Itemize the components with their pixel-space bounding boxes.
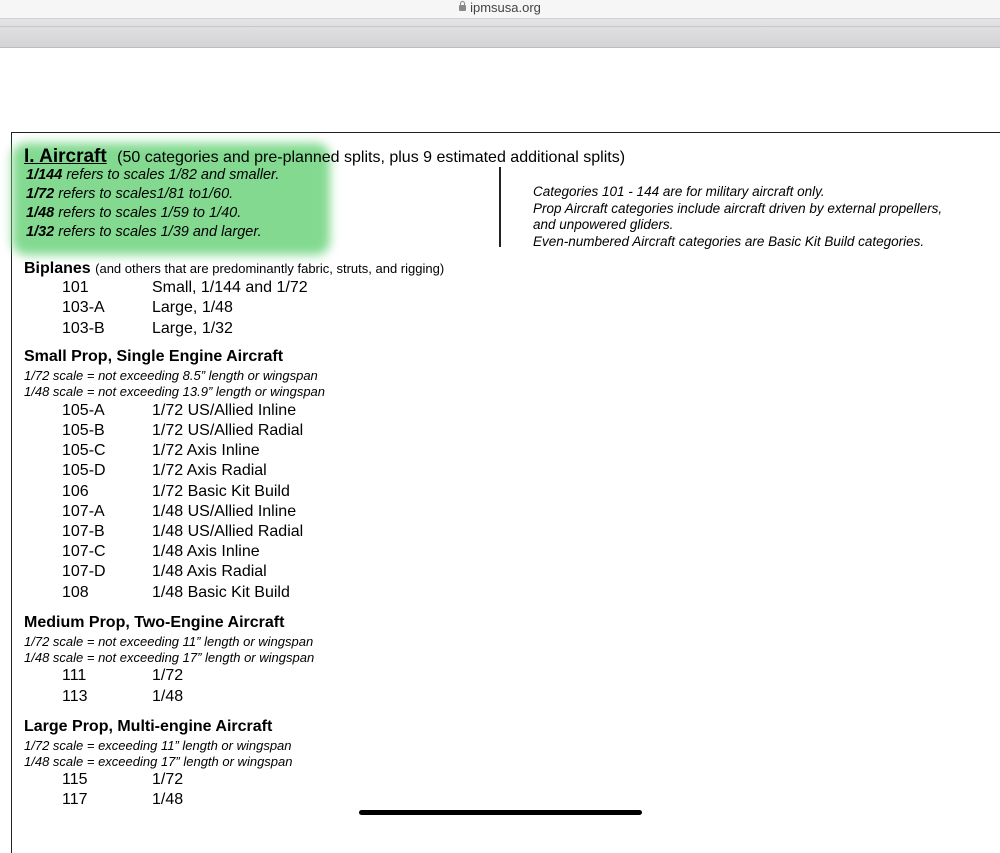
- category-desc: 1/48: [152, 688, 184, 705]
- category-number: 103-B: [62, 320, 105, 337]
- category-desc: 1/48 US/Allied Radial: [152, 523, 304, 540]
- category-number: 107-B: [62, 523, 105, 540]
- category-number: 115: [62, 771, 88, 788]
- size-limit: 1/48 scale = not exceeding 17” length or wingspan: [24, 650, 315, 665]
- small-prop-heading: Small Prop, Single Engine Aircraft: [24, 348, 284, 365]
- scale-line: 1/144 refers to scales 1/82 and smaller.: [26, 167, 280, 183]
- category-desc: 1/48: [152, 791, 184, 808]
- category-number: 117: [62, 791, 88, 808]
- category-number: 103-A: [62, 299, 105, 316]
- home-indicator[interactable]: [359, 810, 642, 815]
- note-line: Even-numbered Aircraft categories are Basic Kit Build categories.: [533, 233, 925, 249]
- category-number: 111: [62, 667, 87, 684]
- category-desc: Small, 1/144 and 1/72: [152, 279, 308, 296]
- category-desc: Large, 1/32: [152, 320, 233, 337]
- category-number: 101: [62, 279, 89, 296]
- column-divider: [499, 167, 501, 247]
- note-line: Categories 101 - 144 are for military aircraft only.: [533, 184, 825, 199]
- size-limit: 1/48 scale = not exceeding 13.9” length or wingspan: [24, 384, 326, 399]
- category-number: 113: [62, 688, 88, 705]
- category-desc: 1/72: [152, 667, 184, 684]
- heading-subtitle: (50 categories and pre-planned splits, plus 9 estimated additional splits): [117, 149, 626, 166]
- note-line: and unpowered gliders.: [533, 217, 674, 232]
- category-desc: 1/72 Axis Inline: [152, 442, 260, 459]
- size-limit: 1/72 scale = exceeding 11” length or wingspan: [24, 738, 292, 753]
- category-desc: 1/48 Basic Kit Build: [152, 584, 290, 601]
- scale-line: 1/32 refers to scales 1/39 and larger.: [26, 224, 262, 240]
- category-number: 105-B: [62, 422, 105, 439]
- category-desc: 1/72: [152, 771, 184, 788]
- category-number: 106: [62, 483, 89, 500]
- category-number: 108: [62, 584, 89, 601]
- url-text: ipmsusa.org: [470, 0, 541, 15]
- category-number: 107-C: [62, 543, 106, 560]
- size-limit: 1/72 scale = not exceeding 11” length or wingspan: [24, 634, 314, 649]
- category-number: 107-A: [62, 503, 105, 520]
- lock-icon: [459, 5, 466, 11]
- category-number: 105-A: [62, 402, 105, 419]
- category-number: 105-C: [62, 442, 106, 459]
- scale-line: 1/72 refers to scales1/81 to1/60.: [26, 186, 234, 202]
- category-desc: Large, 1/48: [152, 299, 233, 316]
- large-prop-heading: Large Prop, Multi-engine Aircraft: [24, 718, 273, 735]
- category-number: 105-D: [62, 462, 106, 479]
- size-limit: 1/48 scale = exceeding 17” length or wingspan: [24, 754, 293, 769]
- notes-block: [533, 184, 942, 250]
- category-desc: 1/48 Axis Inline: [152, 543, 260, 560]
- category-desc: 1/72 Axis Radial: [152, 462, 267, 479]
- browser-toolbar: [0, 18, 1000, 48]
- category-desc: 1/72 Basic Kit Build: [152, 483, 290, 500]
- heading-title: I. Aircraft: [24, 146, 107, 167]
- category-desc: 1/48 Axis Radial: [152, 563, 267, 580]
- category-desc: 1/72 US/Allied Radial: [152, 422, 304, 439]
- category-number: 107-D: [62, 563, 106, 580]
- section-heading: [24, 146, 625, 168]
- size-limit: 1/72 scale = not exceeding 8.5” length or wingspan: [24, 368, 318, 383]
- address-bar[interactable]: [0, 0, 1000, 18]
- category-desc: 1/48 US/Allied Inline: [152, 503, 297, 520]
- scale-line: 1/48 refers to scales 1/59 to 1/40.: [26, 205, 242, 221]
- medium-prop-heading: Medium Prop, Two-Engine Aircraft: [24, 614, 285, 631]
- note-line: Prop Aircraft categories include aircraft driven by external propellers,: [533, 200, 943, 216]
- biplanes-heading: Biplanes (and others that are predominantly fabric, struts, and rigging): [24, 260, 445, 277]
- category-desc: 1/72 US/Allied Inline: [152, 402, 297, 419]
